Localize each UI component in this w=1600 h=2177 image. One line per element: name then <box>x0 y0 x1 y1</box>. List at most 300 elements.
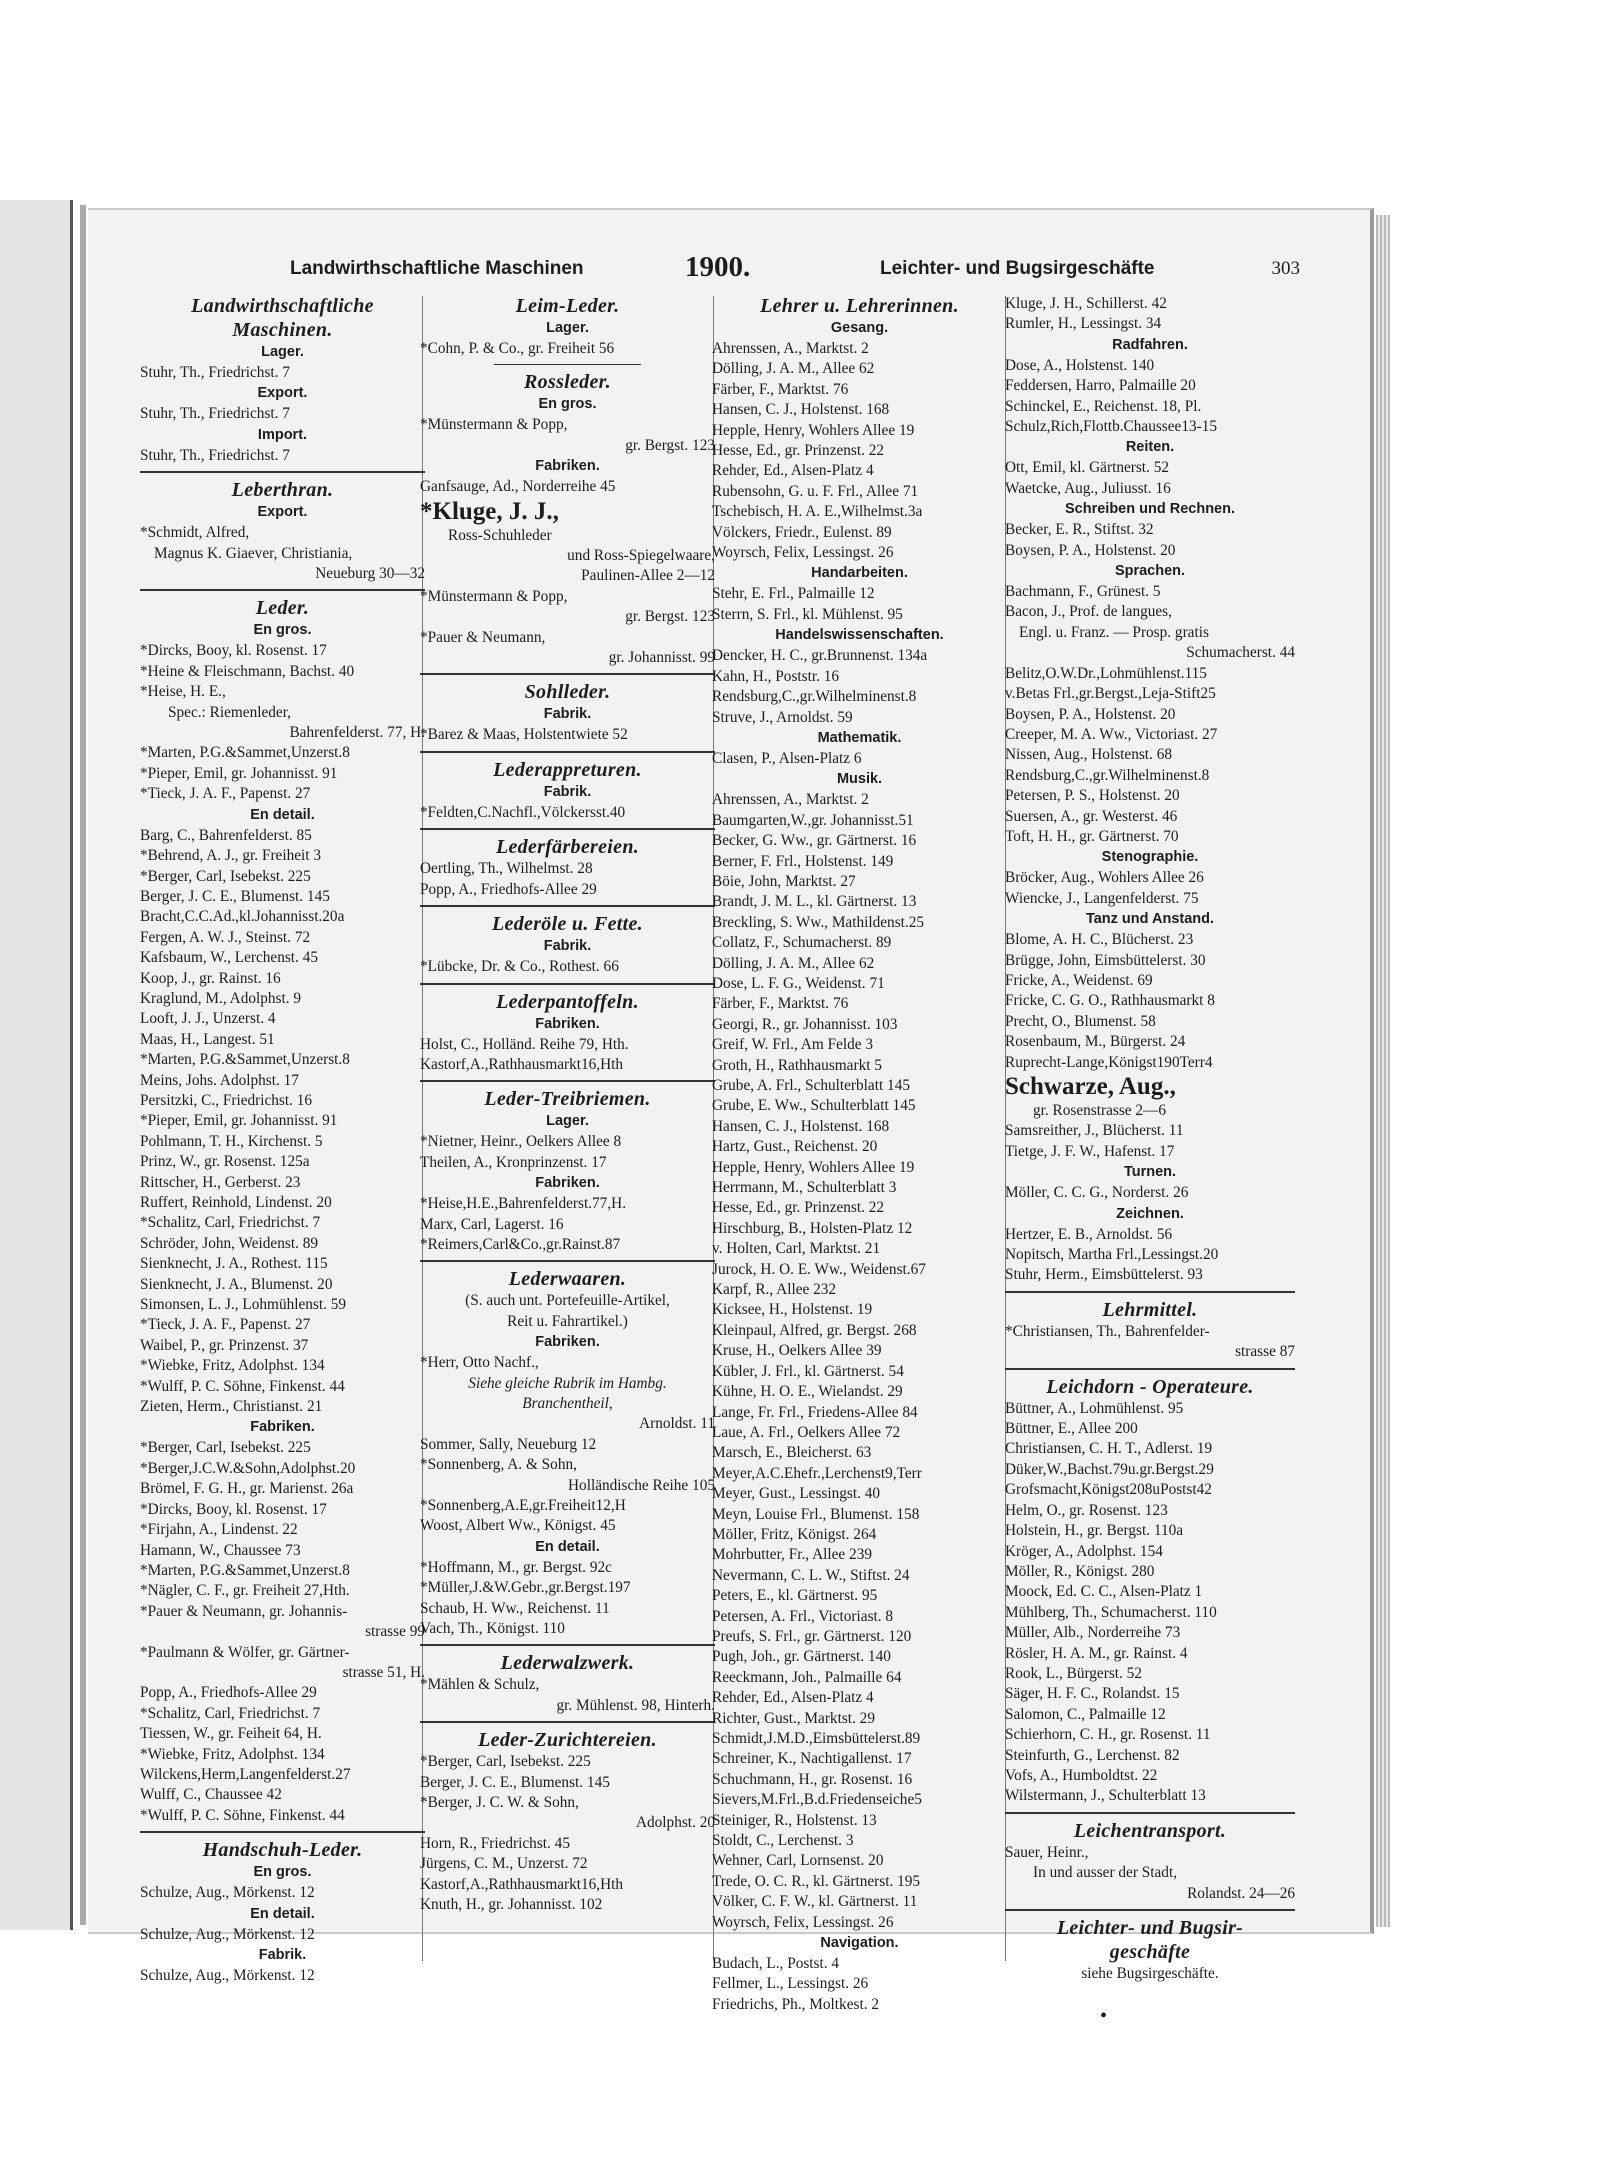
section-rule <box>420 828 715 830</box>
entry-line: Fellmer, L., Lessingst. 26 <box>712 1975 869 1993</box>
entry-continuation: Holländische Reihe 105 <box>568 1476 715 1494</box>
entry-line: Kröger, A., Adolphst. 154 <box>1005 1542 1163 1560</box>
entry-line: Stuhr, Th., Friedrichst. 7 <box>140 405 290 423</box>
entry-line: Ruprecht-Lange,Königst190Terr4 <box>1005 1053 1213 1071</box>
entry-line: *Wulff, P. C. Söhne, Finkenst. 44 <box>140 1377 345 1395</box>
section-rule <box>140 471 425 473</box>
section-heading: Leder-Treibriemen. <box>484 1088 651 1111</box>
entry-line: *Schalitz, Carl, Friedrichst. 7 <box>140 1704 321 1722</box>
entry-line: *Pieper, Emil, gr. Johannisst. 91 <box>140 1112 338 1130</box>
subsection-heading: En detail. <box>250 1905 315 1922</box>
entry-line: Breckling, S. Ww., Mathildenst.25 <box>712 913 925 931</box>
entry-line: v. Holten, Carl, Marktst. 21 <box>712 1240 881 1258</box>
ink-dot: • <box>1100 2005 1108 2027</box>
section-heading: Lederfärbereien. <box>495 836 640 859</box>
entry-line: *Tieck, J. A. F., Papenst. 27 <box>140 785 311 803</box>
entry-line: Kahn, H., Poststr. 16 <box>712 667 840 685</box>
entry-line: Kastorf,A.,Rathhausmarkt16,Hth <box>420 1055 624 1073</box>
entry-line: Hansen, C. J., Holstenst. 168 <box>712 1117 890 1135</box>
entry-line: Suersen, A., gr. Westerst. 46 <box>1005 807 1178 825</box>
entry-line: *Berger,J.C.W.&Sohn,Adolphst.20 <box>140 1459 356 1477</box>
entry-continuation: Adolphst. 20 <box>635 1814 715 1832</box>
entry-continuation: strasse 51, H. <box>342 1663 425 1681</box>
entry-line: Barg, C., Bahrenfelderst. 85 <box>140 826 312 844</box>
entry-line: Feddersen, Harro, Palmaille 20 <box>1005 377 1196 395</box>
section-rule <box>1005 1368 1295 1370</box>
entry-continuation: Engl. u. Franz. — Prosp. gratis <box>1019 623 1209 641</box>
entry-line: Popp, A., Friedhofs-Allee 29 <box>140 1684 317 1702</box>
entry-line: *Heise,H.E.,Bahrenfelderst.77,H. <box>420 1195 627 1213</box>
entry-line: Dölling, J. A. M., Allee 62 <box>712 954 875 972</box>
entry-line: Georgi, R., gr. Johannisst. 103 <box>712 1015 898 1033</box>
entry-line: Rendsburg,C.,gr.Wilhelminenst.8 <box>1005 766 1210 784</box>
entry-line: Friedrichs, Ph., Moltkest. 2 <box>712 1995 879 2013</box>
entry-line: Sienknecht, J. A., Rothest. 115 <box>140 1255 328 1273</box>
entry-line: Simonsen, L. J., Lohmühlenst. 59 <box>140 1296 347 1314</box>
entry-line: *Wulff, P. C. Söhne, Finkenst. 44 <box>140 1806 345 1824</box>
entry-line: Boysen, P. A., Holstenst. 20 <box>1005 705 1176 723</box>
entry-line: *Nietner, Heinr., Oelkers Allee 8 <box>420 1133 622 1151</box>
entry-line: Jurock, H. O. E. Ww., Weidenst.67 <box>712 1260 926 1278</box>
entry-line: Berger, J. C. E., Blumenst. 145 <box>420 1773 610 1791</box>
subsection-heading: En gros. <box>253 622 312 639</box>
entry-line: Brügge, John, Eimsbüttelerst. 30 <box>1005 951 1206 969</box>
entry-continuation: strasse 99 <box>365 1623 425 1641</box>
entry-line: Sienknecht, J. A., Blumenst. 20 <box>140 1275 333 1293</box>
entry-line: Kruse, H., Oelkers Allee 39 <box>712 1342 882 1360</box>
entry-line: Steiniger, R., Holstenst. 13 <box>712 1811 877 1829</box>
entry-line: Koop, J., gr. Rainst. 16 <box>140 969 281 987</box>
entry-line: Greif, W. Frl., Am Felde 3 <box>712 1036 874 1054</box>
entry-line: Wilstermann, J., Schulterblatt 13 <box>1005 1787 1206 1805</box>
entry-line: Richter, Gust., Marktst. 29 <box>712 1709 875 1727</box>
entry-line: Woyrsch, Felix, Lessingst. 26 <box>712 544 894 562</box>
entry-line: *Schmidt, Alfred, <box>140 524 250 542</box>
entry-line: Ott, Emil, kl. Gärtnerst. 52 <box>1005 459 1169 477</box>
entry-line: Becker, G. Ww., gr. Gärtnerst. 16 <box>712 832 917 850</box>
entry-line: Stoldt, C., Lerchenst. 3 <box>712 1832 854 1850</box>
column-2 <box>420 294 715 1916</box>
subsection-heading: Export. <box>257 385 308 402</box>
entry-line: Kafsbaum, W., Lerchenst. 45 <box>140 949 318 967</box>
section-heading: Lederöle u. Fette. <box>492 913 643 936</box>
entry-line: Collatz, F., Schumacherst. 89 <box>712 934 892 952</box>
entry-line: *Christiansen, Th., Bahrenfelder- <box>1005 1322 1210 1340</box>
section-rule <box>494 364 642 365</box>
entry-continuation: Neueburg 30—32 <box>315 565 425 583</box>
entry-line: Hesse, Ed., gr. Prinzenst. 22 <box>712 442 885 460</box>
section-heading: Lehrmittel. <box>1102 1298 1198 1321</box>
entry-continuation: Spec.: Riemenleder, <box>168 703 291 721</box>
entry-line: Meyer, Gust., Lessingst. 40 <box>712 1485 881 1503</box>
entry-line: Christiansen, C. H. T., Adlerst. 19 <box>1005 1440 1213 1458</box>
entry-line: *Dircks, Booy, kl. Rosenst. 17 <box>140 1500 327 1518</box>
entry-line: Popp, A., Friedhofs-Allee 29 <box>420 880 597 898</box>
entry-line: Oertling, Th., Wilhelmst. 28 <box>420 860 593 878</box>
entry-line: v.Betas Frl.,gr.Bergst.,Leja-Stift25 <box>1005 685 1216 703</box>
entry-line: Hesse, Ed., gr. Prinzenst. 22 <box>712 1199 885 1217</box>
entry-line: *Behrend, A. J., gr. Freiheit 3 <box>140 847 321 865</box>
entry-line: Baumgarten,W.,gr. Johannisst.51 <box>712 811 914 829</box>
entry-line: Rendsburg,C.,gr.Wilhelminenst.8 <box>712 688 917 706</box>
entry-line: Brömel, F. G. H., gr. Marienst. 26a <box>140 1480 354 1498</box>
section-heading: Rossleder. <box>524 371 611 394</box>
entry-line: Creeper, M. A. Ww., Victoriast. 27 <box>1005 725 1218 743</box>
entry-line: *Firjahn, A., Lindenst. 22 <box>140 1521 298 1539</box>
entry-line: Kleinpaul, Alfred, gr. Bergst. 268 <box>712 1321 917 1339</box>
entry-line: Nevermann, C. L. W., Stiftst. 24 <box>712 1566 910 1584</box>
subsection-heading: Fabriken. <box>535 1334 600 1351</box>
entry-line: Herrmann, M., Schulterblatt 3 <box>712 1179 897 1197</box>
section-heading: Leichentransport. <box>1073 1819 1227 1842</box>
subsection-heading: En detail. <box>250 806 315 823</box>
entry-line: *Dircks, Booy, kl. Rosenst. 17 <box>140 642 327 660</box>
entry-line: Clasen, P., Alsen-Platz 6 <box>712 749 862 767</box>
entry-line: Holstein, H., gr. Bergst. 110a <box>1005 1522 1184 1540</box>
entry-line: Trede, O. C. R., kl. Gärtnerst. 195 <box>712 1872 921 1890</box>
entry-line: Rook, L., Bürgerst. 52 <box>1005 1664 1142 1682</box>
section-heading: Leder-Zurichtereien. <box>478 1729 657 1752</box>
entry-line: Hamann, W., Chaussee 73 <box>140 1541 301 1559</box>
entry-line: Säger, H. F. C., Rolandst. 15 <box>1005 1685 1180 1703</box>
entry-line: *Sonnenberg,A.E,gr.Freiheit12,H <box>420 1497 626 1514</box>
section-rule <box>140 589 425 591</box>
entry-line: Stuhr, Th., Friedrichst. 7 <box>140 446 290 464</box>
subsection-heading: Handarbeiten. <box>811 565 908 582</box>
entry-line: Theilen, A., Kronprinzenst. 17 <box>420 1153 607 1171</box>
page-header <box>290 251 1300 287</box>
entry-line: Stuhr, Herm., Eimsbüttelerst. 93 <box>1005 1266 1203 1284</box>
header-right-keyword: Leichter- und Bugsirgeschäfte <box>880 258 1155 279</box>
section-heading: Lehrer u. Lehrerinnen. <box>760 295 959 317</box>
subsection-heading: Handelswissenschaften. <box>775 627 944 644</box>
entry-line: Färber, F., Marktst. 76 <box>712 380 849 398</box>
entry-continuation: gr. Bergst. 123 <box>625 436 715 454</box>
entry-line: Bachmann, F., Grünest. 5 <box>1005 583 1161 601</box>
entry-line: Vofs, A., Humboldtst. 22 <box>1005 1766 1158 1784</box>
entry-line: Dose, A., Holstenst. 140 <box>1005 356 1155 374</box>
entry-line: *Reimers,Carl&Co.,gr.Rainst.87 <box>420 1235 621 1253</box>
entry-line: Wulff, C., Chaussee 42 <box>140 1786 282 1804</box>
entry-line: Wehner, Carl, Lornsenst. 20 <box>712 1852 884 1870</box>
subsection-heading: Fabriken. <box>535 1015 600 1032</box>
entry-line: Dencker, H. C., gr.Brunnenst. 134a <box>712 647 928 665</box>
section-heading: Leder. <box>255 597 310 620</box>
entry-line: *Paulmann & Wölfer, gr. Gärtner- <box>140 1643 350 1661</box>
section-rule <box>140 1831 425 1833</box>
entry-line: *Pieper, Emil, gr. Johannisst. 91 <box>140 764 338 782</box>
entry-line: Büttner, E., Allee 200 <box>1005 1420 1138 1438</box>
entry-line: *Feldten,C.Nachfl.,Völckersst.40 <box>420 803 626 821</box>
entry-line: Bröcker, Aug., Wohlers Allee 26 <box>1005 869 1204 887</box>
entry-line: Stehr, E. Frl., Palmaille 12 <box>712 585 875 603</box>
entry-line: Nopitsch, Martha Frl.,Lessingst.20 <box>1005 1246 1219 1264</box>
section-heading: Sohlleder. <box>524 681 611 704</box>
entry-line: Möller, R., Königst. 280 <box>1005 1562 1155 1580</box>
entry-line: *Pauer & Neumann, gr. Johannis- <box>140 1602 348 1620</box>
entry-line: Zieten, Herm., Christianst. 21 <box>140 1398 323 1416</box>
entry-line: Petersen, A. Frl., Victoriast. 8 <box>712 1607 894 1625</box>
entry-line: Kübler, J. Frl., kl. Gärtnerst. 54 <box>712 1362 904 1380</box>
subsection-heading: Fabrik. <box>543 938 592 955</box>
entry-line: Rosenbaum, M., Bürgerst. 24 <box>1005 1033 1186 1051</box>
subsection-heading: Fabrik. <box>258 1947 307 1963</box>
entry-line: Bracht,C.C.Ad.,kl.Johannisst.20a <box>140 908 345 926</box>
entry-line: Schaub, H. Ww., Reichenst. 11 <box>420 1599 610 1617</box>
subsection-heading: Gesang. <box>830 320 889 336</box>
entry-continuation: gr. Bergst. 123 <box>625 608 715 626</box>
entry-line: Meyn, Louise Frl., Blumenst. 158 <box>712 1505 920 1523</box>
entry-line: *Berger, Carl, Isebekst. 225 <box>420 1753 591 1771</box>
entry-line: Looft, J. J., Unzerst. 4 <box>140 1010 276 1028</box>
entry-line: Peters, E., kl. Gärtnerst. 95 <box>712 1587 878 1605</box>
entry-line: Persitzki, C., Friedrichst. 16 <box>140 1091 313 1109</box>
entry-continuation: Arnoldst. 11 <box>639 1415 715 1433</box>
entry-continuation: Rolandst. 24—26 <box>1187 1884 1295 1902</box>
entry-line: Lange, Fr. Frl., Friedens-Allee 84 <box>712 1403 918 1421</box>
entry-line: Kraglund, M., Adolphst. 9 <box>140 989 302 1007</box>
entry-line: *Marten, P.G.&Sammet,Unzerst.8 <box>140 1561 350 1579</box>
entry-line: Rehder, Ed., Alsen-Platz 4 <box>712 1689 874 1707</box>
entry-line: *Nägler, C. F., gr. Freiheit 27,Hth. <box>140 1582 350 1600</box>
subsection-heading: Lager. <box>546 320 589 336</box>
entry-line: Holst, C., Holländ. Reihe 79, Hth. <box>420 1035 629 1053</box>
entry-line: Hepple, Henry, Wohlers Allee 19 <box>712 1158 915 1176</box>
entry-line: Steinfurth, G., Lerchenst. 82 <box>1005 1746 1180 1764</box>
entry-line: Helm, O., gr. Rosenst. 123 <box>1005 1501 1168 1519</box>
section-heading: Maschinen. <box>232 319 333 341</box>
entry-line: Rehder, Ed., Alsen-Platz 4 <box>712 462 874 480</box>
entry-line: Sauer, Heinr., <box>1005 1843 1089 1861</box>
display-entry: *Kluge, J. J., <box>420 497 559 525</box>
entry-line: Müller, Alb., Norderreihe 73 <box>1005 1624 1181 1642</box>
entry-line: Belitz,O.W.Dr.,Lohmühlenst.115 <box>1005 664 1207 682</box>
entry-line: Mühlberg, Th., Schumacherst. 110 <box>1005 1603 1217 1621</box>
entry-line: Schulze, Aug., Mörkenst. 12 <box>140 1925 315 1943</box>
entry-line: Ganfsauge, Ad., Norderreihe 45 <box>420 478 616 496</box>
entry-continuation: Schumacherst. 44 <box>1186 644 1295 662</box>
subsection-heading: Fabrik. <box>543 783 592 800</box>
entry-line: Pohlmann, T. H., Kirchenst. 5 <box>140 1132 323 1150</box>
subsection-heading: En gros. <box>538 396 597 413</box>
book-gutter <box>80 205 86 1925</box>
entry-line: *Berger, J. C. W. & Sohn, <box>420 1794 579 1812</box>
entry-line: Bacon, J., Prof. de langues, <box>1005 603 1172 621</box>
entry-line: Hirschburg, B., Holsten-Platz 12 <box>712 1219 913 1237</box>
subsection-heading: Fabrik. <box>543 706 592 723</box>
entry-line: Möller, C. C. G., Norderst. 26 <box>1005 1184 1189 1202</box>
entry-line: Wiencke, J., Langenfelderst. 75 <box>1005 889 1199 907</box>
display-entry: Schwarze, Aug., <box>1005 1073 1176 1100</box>
entry-line: Nissen, Aug., Holstenst. 68 <box>1005 746 1172 764</box>
subsection-heading: Radfahren. <box>1112 336 1188 353</box>
subsection-heading: Tanz und Anstand. <box>1085 911 1215 928</box>
entry-line: *Pauer & Neumann, <box>420 628 546 646</box>
entry-line: Horn, R., Friedrichst. 45 <box>420 1834 570 1852</box>
section-rule <box>1005 1291 1295 1293</box>
entry-line: Schierhorn, C. H., gr. Rosenst. 11 <box>1005 1726 1211 1744</box>
section-rule <box>1005 1812 1295 1814</box>
entry-continuation: gr. Mühlenst. 98, Hinterh. <box>556 1696 715 1714</box>
entry-line: Petersen, P. S., Holstenst. 20 <box>1005 787 1180 805</box>
entry-line: Reeckmann, Joh., Palmaille 64 <box>712 1668 902 1686</box>
column-3 <box>712 294 1007 2015</box>
section-heading: Leichdorn - Operateure. <box>1046 1375 1254 1398</box>
entry-line: *Mählen & Schulz, <box>420 1676 540 1694</box>
entry-line: Kicksee, H., Holstenst. 19 <box>712 1301 873 1319</box>
entry-line: Toft, H. H., gr. Gärtnerst. 70 <box>1005 827 1179 845</box>
section-heading: Lederwalzwerk. <box>500 1652 635 1675</box>
entry-line: *Herr, Otto Nachf., <box>420 1354 539 1372</box>
entry-line: Tschebisch, H. A. E.,Wilhelmst.3a <box>712 503 923 521</box>
entry-line: Preufs, S. Frl., gr. Gärtnerst. 120 <box>712 1627 912 1645</box>
entry-line: Schulz,Rich,Flottb.Chaussee13-15 <box>1005 418 1218 436</box>
subsection-heading: Stenographie. <box>1101 849 1199 866</box>
section-rule <box>420 1260 715 1262</box>
entry-line: Dose, L. F. G., Weidenst. 71 <box>712 974 885 992</box>
entry-line: *Schalitz, Carl, Friedrichst. 7 <box>140 1214 321 1232</box>
entry-line: Sommer, Sally, Neueburg 12 <box>420 1435 597 1453</box>
subsection-heading: Fabriken. <box>250 1419 315 1436</box>
section-rule <box>420 751 715 753</box>
entry-line: *Marten, P.G.&Sammet,Unzerst.8 <box>140 1051 350 1069</box>
subsection-heading: Lager. <box>261 344 304 360</box>
entry-line: Düker,W.,Bachst.79u.gr.Bergst.29 <box>1005 1460 1214 1478</box>
subsection-heading: Lager. <box>546 1113 589 1130</box>
header-year: 1900. <box>685 251 751 283</box>
entry-line: Knuth, H., gr. Johannisst. 102 <box>420 1896 603 1914</box>
section-rule <box>420 1721 715 1723</box>
entry-line: Meyer,A.C.Ehefr.,Lerchenst9,Terr <box>712 1464 922 1482</box>
entry-line: Ahrenssen, A., Marktst. 2 <box>712 340 869 357</box>
section-rule <box>1005 1909 1295 1911</box>
entry-line: Böie, John, Marktst. 27 <box>712 872 856 890</box>
entry-line: *Sonnenberg, A. & Sohn, <box>420 1456 577 1474</box>
entry-line: *Wiebke, Fritz, Adolphst. 134 <box>140 1745 325 1763</box>
entry-line: Precht, O., Blumenst. 58 <box>1005 1012 1156 1030</box>
subsection-heading: Export. <box>257 504 308 521</box>
entry-continuation: In und ausser der Stadt, <box>1033 1864 1178 1882</box>
entry-line: Kastorf,A.,Rathhausmarkt16,Hth <box>420 1875 624 1893</box>
entry-line: *Barez & Maas, Holstentwiete 52 <box>420 726 628 744</box>
entry-line: Fergen, A. W. J., Steinst. 72 <box>140 928 311 946</box>
entry-line: Hansen, C. J., Holstenst. 168 <box>712 401 890 419</box>
entry-line: *Tieck, J. A. F., Papenst. 27 <box>140 1316 311 1334</box>
entry-line: *Münstermann & Popp, <box>420 416 568 434</box>
entry-line: Färber, F., Marktst. 76 <box>712 995 849 1013</box>
entry-line: Tietge, J. F. W., Hafenst. 17 <box>1005 1142 1175 1160</box>
subsection-heading: Sprachen. <box>1114 563 1186 580</box>
entry-line: Kühne, H. O. E., Wielandst. 29 <box>712 1383 903 1401</box>
entry-line: Waibel, P., gr. Prinzenst. 37 <box>140 1336 309 1354</box>
entry-line: Schulze, Aug., Mörkenst. 12 <box>140 1967 315 1984</box>
entry-line: *Wiebke, Fritz, Adolphst. 134 <box>140 1357 325 1375</box>
entry-line: Schreiner, K., Nachtigallenst. 17 <box>712 1750 912 1768</box>
entry-line: Woyrsch, Felix, Lessingst. 26 <box>712 1913 894 1931</box>
subsection-heading: Fabriken. <box>535 1175 600 1192</box>
entry-line: Marsch, E., Bleicherst. 63 <box>712 1444 872 1462</box>
entry-continuation: Ross-Schuhleder <box>448 526 552 544</box>
entry-line: Becker, E. R., Stiftst. 32 <box>1005 521 1154 539</box>
section-heading: Leim-Leder. <box>515 295 620 317</box>
entry-line: Samsreither, J., Blücherst. 11 <box>1005 1122 1184 1140</box>
section-heading: Leberthran. <box>231 479 334 502</box>
entry-line: Brandt, J. M. L., kl. Gärtnerst. 13 <box>712 893 917 911</box>
entry-line: Völker, C. F. W., kl. Gärtnerst. 11 <box>712 1893 918 1911</box>
entry-line: Möller, Fritz, Königst. 264 <box>712 1525 877 1543</box>
subsection-heading: Schreiben und Rechnen. <box>1065 501 1235 518</box>
subsection-heading: Fabriken. <box>535 458 600 475</box>
entry-continuation: gr. Rosenstrasse 2—6 <box>1033 1102 1166 1119</box>
entry-line: Rubensohn, G. u. F. Frl., Allee 71 <box>712 482 919 500</box>
entry-line: Rösler, H. A. M., gr. Rainst. 4 <box>1005 1644 1188 1662</box>
entry-line: Groth, H., Rathhausmarkt 5 <box>712 1056 882 1074</box>
entry-line: Boysen, P. A., Holstenst. 20 <box>1005 541 1176 559</box>
section-heading: Lederpantoffeln. <box>496 990 639 1013</box>
entry-line: Prinz, W., gr. Rosenst. 125a <box>140 1153 310 1171</box>
entry-line: Grube, E. Ww., Schulterblatt 145 <box>712 1097 916 1115</box>
section-heading: Lederappreturen. <box>493 758 642 781</box>
subsection-heading: En detail. <box>535 1538 600 1555</box>
section-rule <box>420 983 715 985</box>
entry-line: Kluge, J. H., Schillerst. 42 <box>1005 295 1167 312</box>
note-line: (S. auch unt. Portefeuille-Artikel, <box>465 1292 670 1310</box>
subsection-heading: Musik. <box>836 771 883 788</box>
header-left-keyword: Landwirthschaftliche Maschinen <box>290 258 584 279</box>
entry-line: Rittscher, H., Gerberst. 23 <box>140 1173 301 1191</box>
entry-line: Hepple, Henry, Wohlers Allee 19 <box>712 421 915 439</box>
entry-line: Marx, Carl, Lagerst. 16 <box>420 1215 564 1233</box>
entry-line: *Münstermann & Popp, <box>420 587 568 605</box>
entry-line: Hartz, Gust., Reichenst. 20 <box>712 1138 878 1156</box>
section-heading: geschäfte <box>1109 1941 1191 1963</box>
entry-continuation: strasse 87 <box>1235 1343 1295 1361</box>
subsection-heading: Reiten. <box>1125 439 1175 456</box>
subsection-heading: Navigation. <box>820 1935 899 1952</box>
entry-line: *Heise, H. E., <box>140 683 226 701</box>
entry-continuation: Magnus K. Giaever, Christiania, <box>154 544 353 562</box>
entry-line: Grofsmacht,Königst208uPostst42 <box>1005 1481 1212 1499</box>
note-line: siehe Bugsirgeschäfte. <box>1081 1965 1219 1982</box>
entry-line: Vach, Th., Königst. 110 <box>420 1620 565 1638</box>
entry-line: Völckers, Friedr., Eulenst. 89 <box>712 523 892 541</box>
entry-line: Moock, Ed. C. C., Alsen-Platz 1 <box>1005 1583 1203 1601</box>
section-rule <box>420 905 715 907</box>
entry-line: Sterrn, S. Frl., kl. Mühlenst. 95 <box>712 605 903 623</box>
entry-line: Jürgens, C. M., Unzerst. 72 <box>420 1855 588 1873</box>
subsection-heading: Turnen. <box>1123 1164 1177 1181</box>
entry-line: Grube, A. Frl., Schulterblatt 145 <box>712 1077 910 1094</box>
entry-continuation: und Ross-Spiegelwaare, <box>567 547 715 565</box>
page-number: 303 <box>1271 258 1300 279</box>
subsection-heading: En gros. <box>253 1864 312 1881</box>
entry-line: Ahrenssen, A., Marktst. 2 <box>712 791 869 809</box>
entry-line: Blome, A. H. C., Blücherst. 23 <box>1005 931 1194 949</box>
section-rule <box>420 1644 715 1646</box>
book-spine <box>0 200 73 1930</box>
entry-line: Büttner, A., Lohmühlenst. 95 <box>1005 1399 1184 1417</box>
note-line: Reit u. Fahrartikel.) <box>507 1312 628 1330</box>
entry-line: Pugh, Joh., gr. Gärtnerst. 140 <box>712 1648 891 1666</box>
note-line: Siehe gleiche Rubrik im Hambg. <box>468 1374 667 1392</box>
entry-line: Struve, J., Arnoldst. 59 <box>712 708 853 726</box>
entry-line: *Marten, P.G.&Sammet,Unzerst.8 <box>140 744 350 762</box>
subsection-heading: Zeichnen. <box>1116 1205 1184 1222</box>
entry-line: Stuhr, Th., Friedrichst. 7 <box>140 364 290 381</box>
entry-line: *Berger, Carl, Isebekst. 225 <box>140 1439 311 1457</box>
column-1 <box>140 294 425 1986</box>
entry-line: Schulze, Aug., Mörkenst. 12 <box>140 1884 315 1902</box>
